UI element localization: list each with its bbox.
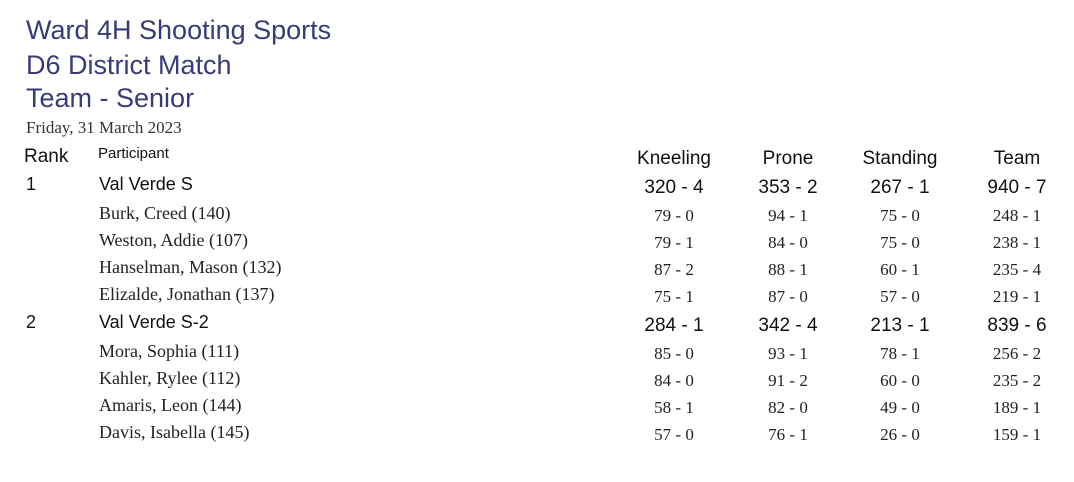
participant-kneeling-score: 79 - 1 [654,233,694,252]
team-column-header: Team [993,148,1041,169]
participant-standing-score: 75 - 0 [880,206,920,225]
participant-kneeling-score: 85 - 0 [654,344,694,363]
participant-standing-score: 57 - 0 [880,287,920,306]
participant-prone-score: 93 - 1 [768,344,808,363]
participant-row [0,395,1074,421]
team-name: Val Verde S-2 [99,312,209,332]
participant-row [0,257,1074,283]
participant-standing-score: 26 - 0 [880,425,920,444]
division-title: Team - Senior [26,83,195,113]
participant-kneeling-score: 79 - 0 [654,206,694,225]
participant-standing-score: 60 - 1 [880,260,920,279]
participant-kneeling-score: 87 - 2 [654,260,694,279]
team-row [0,312,1074,338]
rank-column-header: Rank [24,146,69,167]
participant-column-header: Participant [98,145,169,162]
team-prone-score: 342 - 4 [758,315,818,336]
team-prone-score: 353 - 2 [758,177,818,198]
participant-prone-score: 87 - 0 [768,287,808,306]
participant-standing-score: 49 - 0 [880,398,920,417]
participant-kneeling-score: 75 - 1 [654,287,694,306]
team-name: Val Verde S [99,174,193,194]
participant-name: Amaris, Leon (144) [99,395,242,415]
report-title: Ward 4H Shooting Sports [26,15,332,45]
match-title: D6 District Match [26,50,232,80]
participant-team-score: 248 - 1 [992,206,1042,225]
participant-standing-score: 60 - 0 [880,371,920,390]
participant-prone-score: 84 - 0 [768,233,808,252]
participant-kneeling-score: 84 - 0 [654,371,694,390]
participant-row [0,422,1074,448]
team-row [0,174,1074,200]
prone-column-header: Prone [762,148,814,169]
participant-name: Hanselman, Mason (132) [99,257,282,277]
participant-name: Elizalde, Jonathan (137) [99,284,275,304]
team-rank: 1 [26,174,37,194]
participant-row [0,284,1074,310]
participant-prone-score: 94 - 1 [768,206,808,225]
team-team-score: 839 - 6 [987,315,1047,336]
participant-name: Kahler, Rylee (112) [99,368,241,388]
participant-prone-score: 88 - 1 [768,260,808,279]
participant-row [0,230,1074,256]
participant-row [0,203,1074,229]
match-date: Friday, 31 March 2023 [26,118,182,137]
team-standing-score: 213 - 1 [870,315,930,336]
participant-team-score: 238 - 1 [992,233,1042,252]
participant-team-score: 219 - 1 [992,287,1042,306]
participant-prone-score: 82 - 0 [768,398,808,417]
participant-name: Burk, Creed (140) [99,203,231,223]
participant-team-score: 159 - 1 [992,425,1042,444]
participant-team-score: 256 - 2 [992,344,1042,363]
team-standing-score: 267 - 1 [870,177,930,198]
participant-name: Davis, Isabella (145) [99,422,250,442]
participant-kneeling-score: 57 - 0 [654,425,694,444]
participant-team-score: 235 - 2 [992,371,1042,390]
participant-standing-score: 75 - 0 [880,233,920,252]
participant-name: Mora, Sophia (111) [99,341,240,361]
participant-standing-score: 78 - 1 [880,344,920,363]
team-kneeling-score: 320 - 4 [644,177,704,198]
participant-team-score: 235 - 4 [992,260,1042,279]
participant-team-score: 189 - 1 [992,398,1042,417]
kneeling-column-header: Kneeling [637,148,711,169]
standing-column-header: Standing [862,148,938,169]
participant-name: Weston, Addie (107) [99,230,249,250]
participant-prone-score: 76 - 1 [768,425,808,444]
team-rank: 2 [26,312,37,332]
team-kneeling-score: 284 - 1 [644,315,704,336]
participant-row [0,368,1074,394]
participant-kneeling-score: 58 - 1 [654,398,694,417]
participant-row [0,341,1074,367]
participant-prone-score: 91 - 2 [768,371,808,390]
team-team-score: 940 - 7 [987,177,1047,198]
